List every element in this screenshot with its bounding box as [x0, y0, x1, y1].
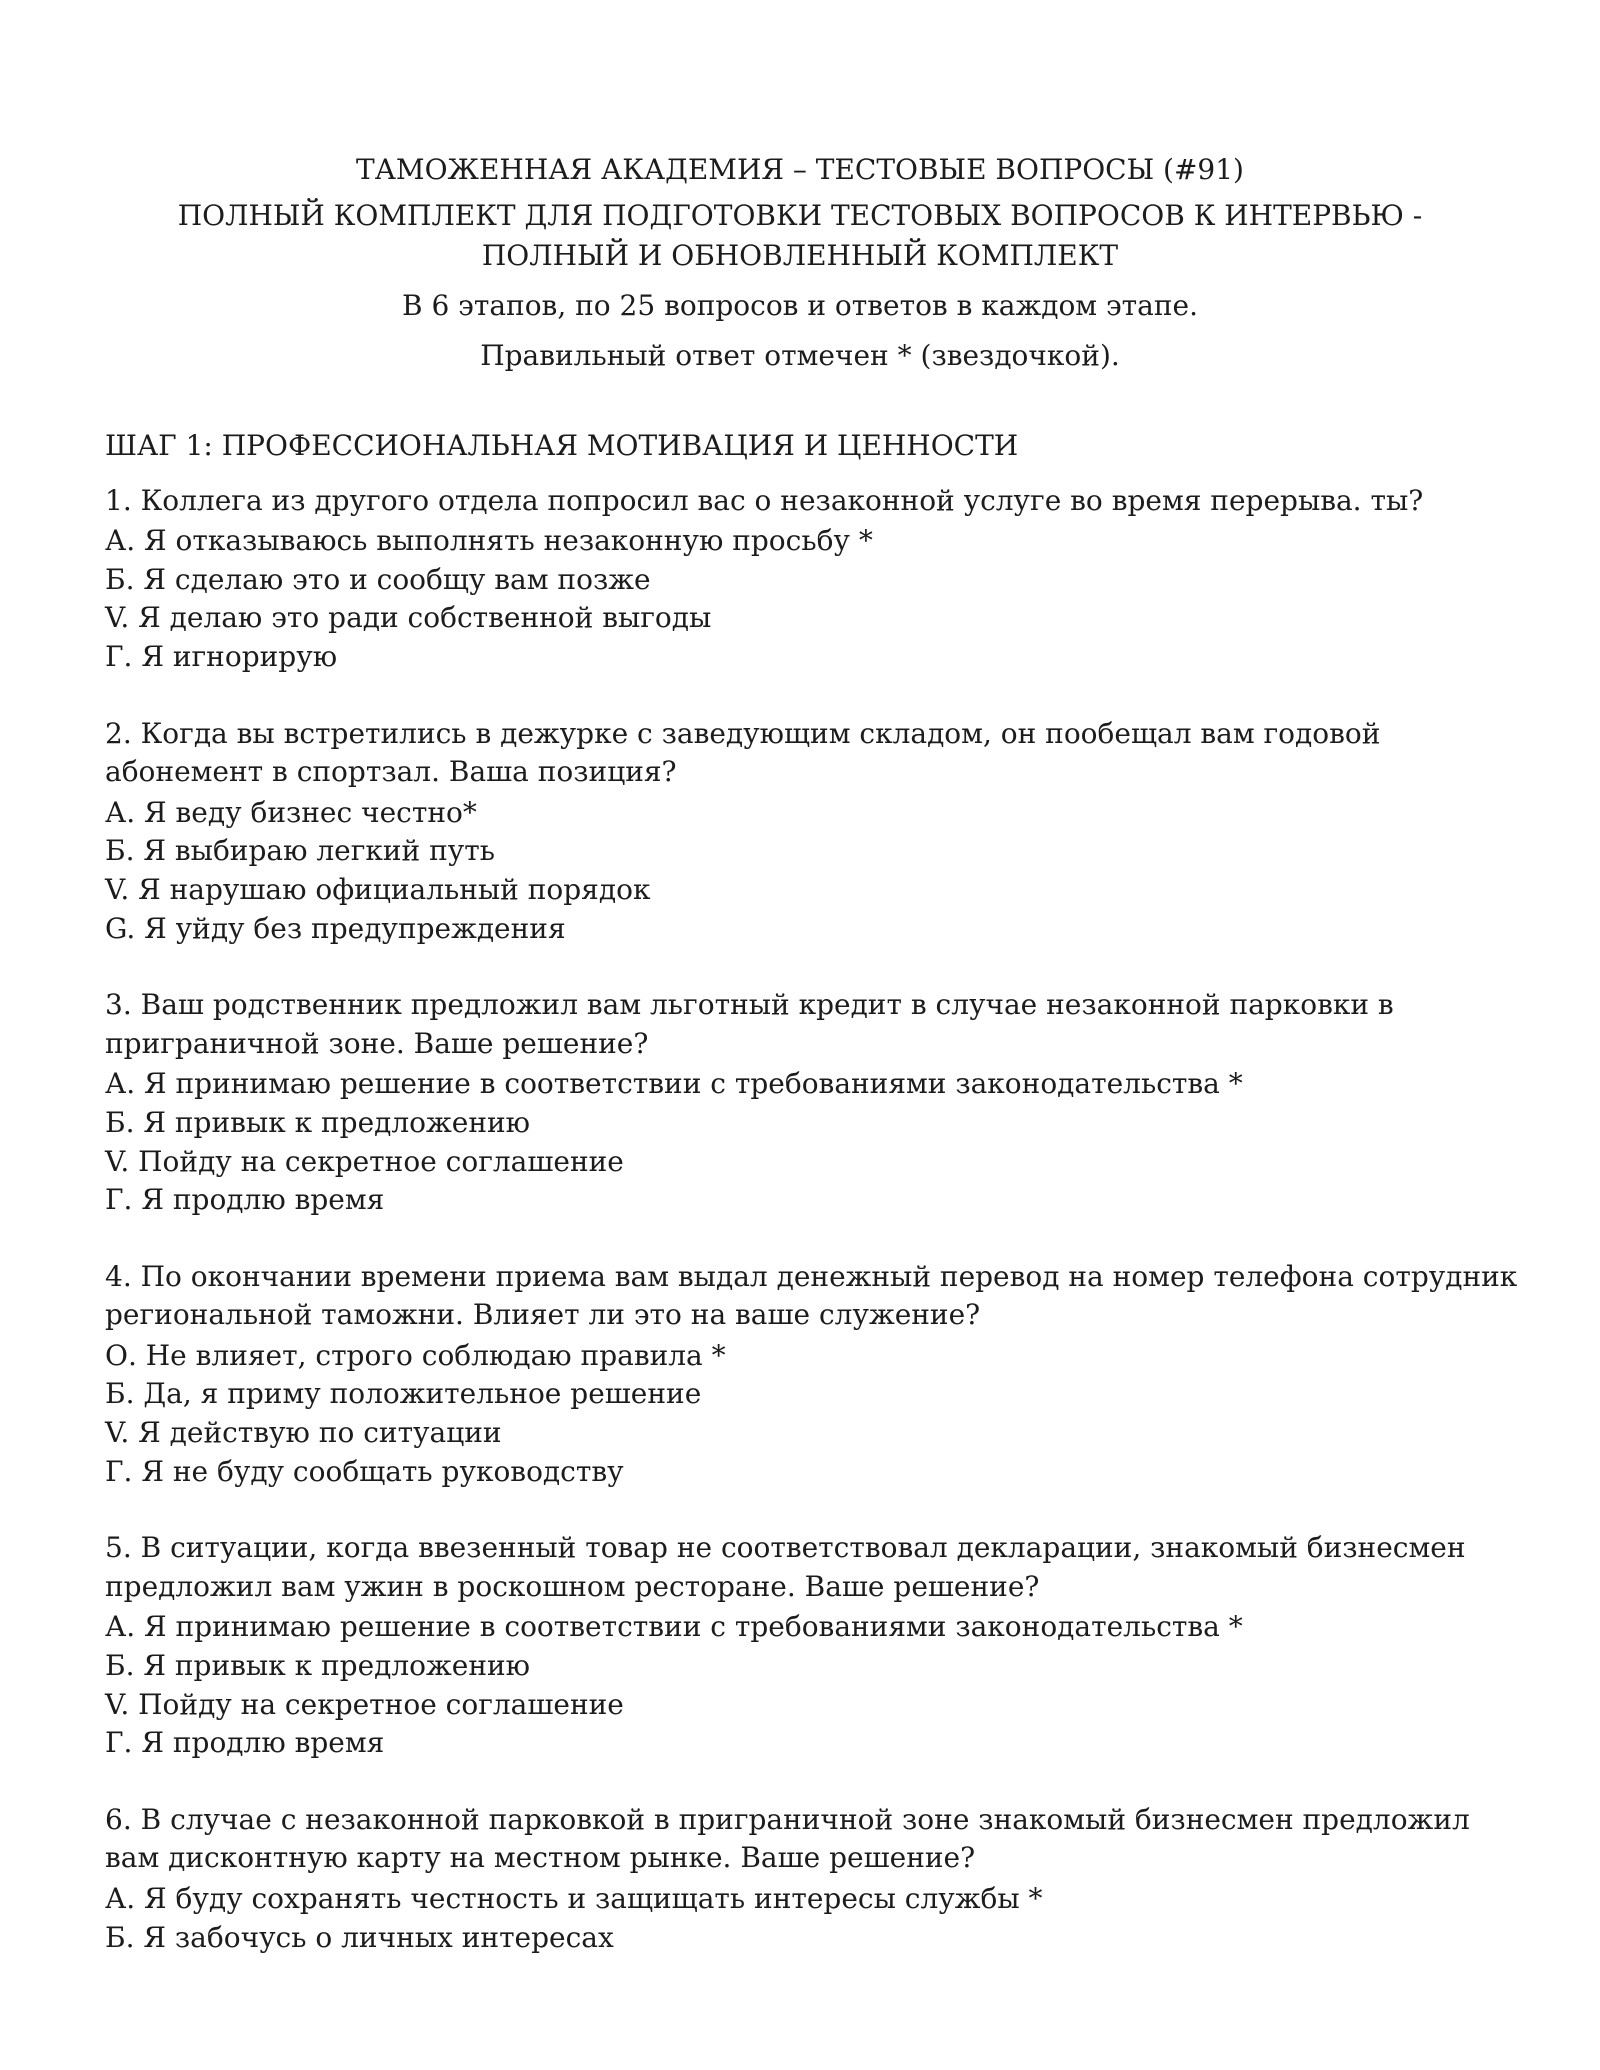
question-text: 6. В случае с незаконной парковкой в приграничной зоне знакомый бизнесмен предложил вам дисконтную карту на местном рынке. Ваше решение? [105, 1802, 1470, 1875]
answer-option: О. Не влияет, строго соблюдаю правила * [105, 1338, 726, 1372]
answer-option: V. Я действую по ситуации [105, 1416, 502, 1450]
answer-option: А. Я веду бизнес честно* [105, 795, 477, 829]
question-text: 2. Когда вы встретились в дежурке с заведующим складом, он пообещал вам годовой абонемент в спортзал. Ваша позиция? [105, 716, 1381, 789]
answer-option: Б. Да, я приму положительное решение [105, 1377, 702, 1411]
question-3 [105, 986, 1525, 1220]
answer-option: Б. Я выбираю легкий путь [105, 834, 495, 868]
answer-option: V. Пойду на секретное соглашение [105, 1687, 624, 1721]
document-body [105, 427, 1525, 1957]
answer-option: V. Я нарушаю официальный порядок [105, 872, 651, 906]
question-1 [105, 482, 1525, 677]
answer-option: V. Я делаю это ради собственной выгоды [105, 601, 712, 635]
answer-option: А. Я отказываюсь выполнять незаконную просьбу * [105, 524, 873, 558]
stages-info: В 6 этапов, по 25 вопросов и ответов в каждом этапе. [401, 289, 1198, 322]
question-text: 4. По окончании времени приема вам выдал денежный перевод на номер телефона сотрудник региональной таможни. Влияет ли это на ваше служение? [105, 1259, 1518, 1332]
answer-option: Г. Я игнорирую [105, 639, 338, 673]
question-5 [105, 1529, 1525, 1763]
answer-option: А. Я буду сохранять честность и защищать интересы службы * [105, 1882, 1043, 1915]
answer-option: Б. Я привык к предложению [105, 1105, 531, 1139]
answer-option: Г. Я продлю время [105, 1183, 385, 1217]
question-6 [105, 1801, 1525, 1957]
answer-option: Г. Я не буду сообщать руководству [105, 1454, 624, 1488]
answer-option: Б. Я привык к предложению [105, 1649, 531, 1683]
question-text: 1. Коллега из другого отдела попросил вас о незаконной услуге во время перерыва. ты? [105, 483, 1424, 517]
answer-option: V. Пойду на секретное соглашение [105, 1144, 624, 1178]
answer-option: А. Я принимаю решение в соответствии с требованиями законодательства * [105, 1610, 1243, 1644]
document-header [100, 150, 1500, 376]
question-text: 5. В ситуации, когда ввезенный товар не соответствовал декларации, знакомый бизнесмен предложил вам ужин в роскошном ресторане. Ваше решение? [105, 1531, 1466, 1603]
answer-option: G. Я уйду без предупреждения [105, 911, 566, 945]
document-subtitle: ПОЛНЫЙ КОМПЛЕКТ ДЛЯ ПОДГОТОВКИ ТЕСТОВЫХ ВОПРОСОВ К ИНТЕРВЬЮ - ПОЛНЫЙ И ОБНОВЛЕННЫЙ КОМПЛЕКТ [177, 199, 1423, 272]
question-4 [105, 1258, 1525, 1492]
answer-option: Б. Я забочусь о личных интересах [105, 1920, 614, 1954]
document-title: ТАМОЖЕННАЯ АКАДЕМИЯ – ТЕСТОВЫЕ ВОПРОСЫ (#91) [356, 153, 1244, 186]
question-text: 3. Ваш родственник предложил вам льготный кредит в случае незаконной парковки в приграничной зоне. Ваше решение? [105, 988, 1394, 1060]
step-title: ШАГ 1: ПРОФЕССИОНАЛЬНАЯ МОТИВАЦИЯ И ЦЕННОСТИ [105, 429, 1019, 462]
answer-option: Г. Я продлю время [105, 1726, 385, 1760]
answer-marker-info: Правильный ответ отмечен * (звездочкой). [480, 339, 1120, 372]
answer-option: А. Я принимаю решение в соответствии с требованиями законодательства * [105, 1067, 1243, 1101]
question-2 [105, 715, 1525, 949]
answer-option: Б. Я сделаю это и сообщу вам позже [105, 562, 651, 596]
